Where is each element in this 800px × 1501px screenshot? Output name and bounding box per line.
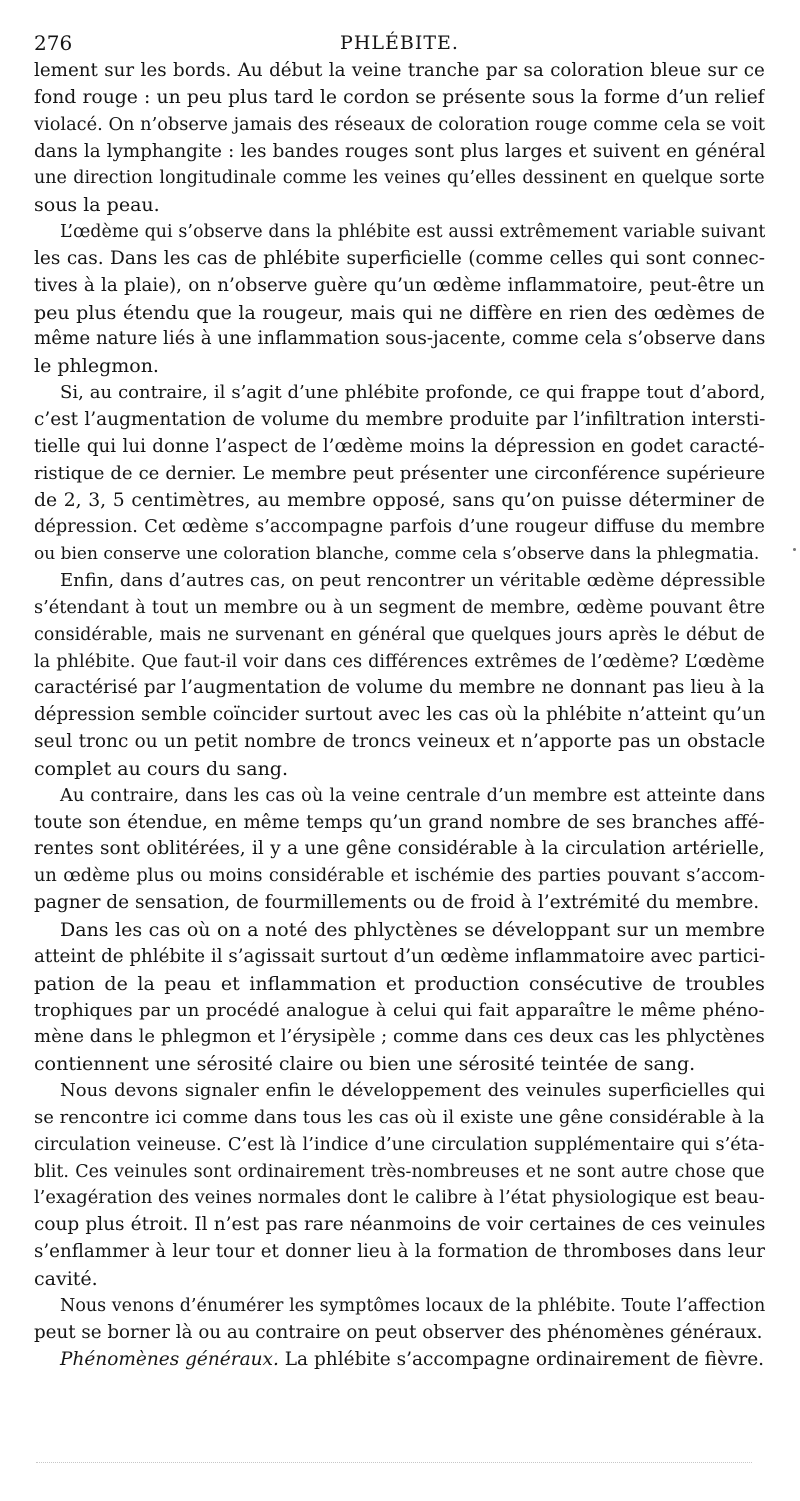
paragraph	[34, 1293, 765, 1347]
text-line: atteint de phlébite il s’agissait surtout d’un œdème inflammatoire avec partici-	[34, 945, 765, 967]
text-line: coup plus étroit. Il n’est pas rare néanmoins de voir certaines de ces veinules	[34, 1214, 765, 1236]
text-line: le phlegmon.	[34, 355, 159, 378]
text-line: pagner de sensation, de fourmillements ou de froid à l’extrémité du membre.	[34, 892, 760, 914]
body-text	[34, 58, 765, 1347]
text-line: tives à la plaie), on n’observe guère qu’un œdème inflammatoire, peut-être un	[34, 274, 765, 296]
text-line: mène dans le phlegmon et l’érysipèle ; comme dans ces deux cas les phlyctènes	[34, 1026, 765, 1048]
text-line: s’enflammer à leur tour et donner lieu à la formation de thromboses dans leur	[34, 1241, 765, 1263]
text-line: trophiques par un procédé analogue à celui qui fait apparaître le même phéno-	[34, 999, 765, 1021]
text-line: considérable, mais ne survenant en général que quelques jours après le début de	[34, 624, 765, 645]
text-line: dépression. Cet œdème s’accompagne parfois d’une rougeur diffuse du membre	[34, 517, 765, 538]
text-line: Nous devons signaler enfin le développement des veinules superficielles qui	[60, 1080, 765, 1102]
text-line: ristique de ce dernier. Le membre peut présenter une circonférence supérieure	[34, 462, 765, 484]
scan-artifact-dot	[793, 548, 796, 551]
text-line: les cas. Dans les cas de phlébite superficielle (comme celles qui sont connec-	[34, 247, 765, 269]
text-line: fond rouge : un peu plus tard le cordon se présente sous la forme d’un relief	[34, 86, 765, 108]
text-line: dépression semble coïncider surtout avec les cas où la phlébite n’atteint qu’un	[34, 704, 765, 726]
text-line: s’étendant à tout un membre ou à un segment de membre, œdème pouvant être	[34, 597, 765, 618]
section-text: La phlébite s’accompagne ordinairement de fièvre.	[284, 1348, 765, 1370]
text-line: caractérisé par l’augmentation de volume du membre ne donnant pas lieu à la	[34, 677, 765, 699]
paragraph	[34, 58, 765, 219]
text-line: de 2, 3, 5 centimètres, au membre opposé, sans qu’on puisse déterminer de	[34, 489, 765, 511]
text-line: se rencontre ici comme dans tous les cas où il existe une gêne considérable à la	[34, 1106, 765, 1128]
text-line: circulation veineuse. C’est là l’indice d’une circulation supplémentaire qui s’éta-	[34, 1134, 765, 1155]
final-line	[34, 1347, 765, 1374]
paragraph	[34, 1078, 765, 1293]
text-line: cavité.	[34, 1267, 98, 1290]
text-line: seul tronc ou un petit nombre de troncs veineux et n’apporte pas un obstacle	[34, 731, 765, 753]
text-line: rentes sont oblitérées, il y a une gêne considérable à la circulation artérielle,	[34, 838, 765, 860]
text-line: lement sur les bords. Au début la veine tranche par sa coloration bleue sur ce	[34, 60, 765, 81]
running-head	[34, 28, 765, 58]
page-number: 276	[34, 31, 73, 55]
text-line: L’œdème qui s’observe dans la phlébite est aussi extrêmement variable suivant	[60, 222, 765, 243]
section-heading: Phénomènes généraux.	[60, 1348, 279, 1370]
text-line: Au contraire, dans les cas où la veine centrale d’un membre est atteinte dans	[60, 785, 765, 806]
paragraph	[34, 783, 765, 917]
paragraph	[34, 568, 765, 783]
text-line: même nature liés à une inflammation sous-jacente, comme cela s’observe dans	[34, 328, 765, 350]
text-line: un œdème plus ou moins considérable et ischémie des parties pouvant s’accom-	[34, 866, 765, 887]
text-line: tielle qui lui donne l’aspect de l’œdème moins la dépression en godet caracté-	[34, 435, 765, 457]
text-line: sous la peau.	[34, 194, 160, 217]
text-line: blit. Ces veinules sont ordinairement très-nombreuses et ne sont autre chose que	[34, 1161, 765, 1182]
paragraph	[34, 917, 765, 1078]
text-line: complet au cours du sang.	[34, 757, 289, 780]
text-line	[34, 1347, 765, 1374]
paragraph	[34, 380, 765, 568]
text-line: Nous venons d’énumérer les symptômes locaux de la phlébite. Toute l’affection	[60, 1295, 765, 1316]
text-line: peut se borner là ou au contraire on peut observer des phénomènes généraux.	[34, 1321, 763, 1343]
text-line: dans la lymphangite : les bandes rouges sont plus larges et suivent en général	[34, 140, 765, 162]
text-line: peu plus étendu que la rougeur, mais qui ne diffère en rien des œdèmes de	[34, 301, 765, 324]
text-line: Dans les cas où on a noté des phlyctènes se développant sur un membre	[60, 919, 765, 941]
text-line: ou bien conserve une coloration blanche, comme cela s’observe dans la phlegmatia.	[34, 544, 760, 565]
paragraph	[34, 219, 765, 380]
text-line: violacé. On n’observe jamais des réseaux de coloration rouge comme cela se voit	[34, 114, 765, 135]
text-line: c’est l’augmentation de volume du membre produite par l’infiltration intersti-	[34, 408, 765, 430]
scan-artifact-line	[36, 1462, 752, 1463]
text-line: une direction longitudinale comme les veines qu’elles dessinent en quelque sorte	[34, 168, 765, 189]
text-line: l’exagération des veines normales dont le calibre à l’état physiologique est beau-	[34, 1188, 765, 1209]
text-line: Enfin, dans d’autres cas, on peut rencontrer un véritable œdème dépressible	[60, 570, 765, 592]
book-page	[34, 28, 765, 1373]
text-line: pation de la peau et inflammation et production consécutive de troubles	[34, 972, 765, 995]
text-line: Si, au contraire, il s’agit d’une phlébite profonde, ce qui frappe tout d’abord,	[60, 382, 765, 404]
text-line: toute son étendue, en même temps qu’un grand nombre de ses branches affé-	[34, 811, 765, 833]
text-line: la phlébite. Que faut-il voir dans ces différences extrêmes de l’œdème? L’œdème	[34, 651, 765, 672]
text-line: contiennent une sérosité claire ou bien une sérosité teintée de sang.	[34, 1053, 696, 1076]
running-title: PHLÉBITE.	[340, 32, 459, 54]
